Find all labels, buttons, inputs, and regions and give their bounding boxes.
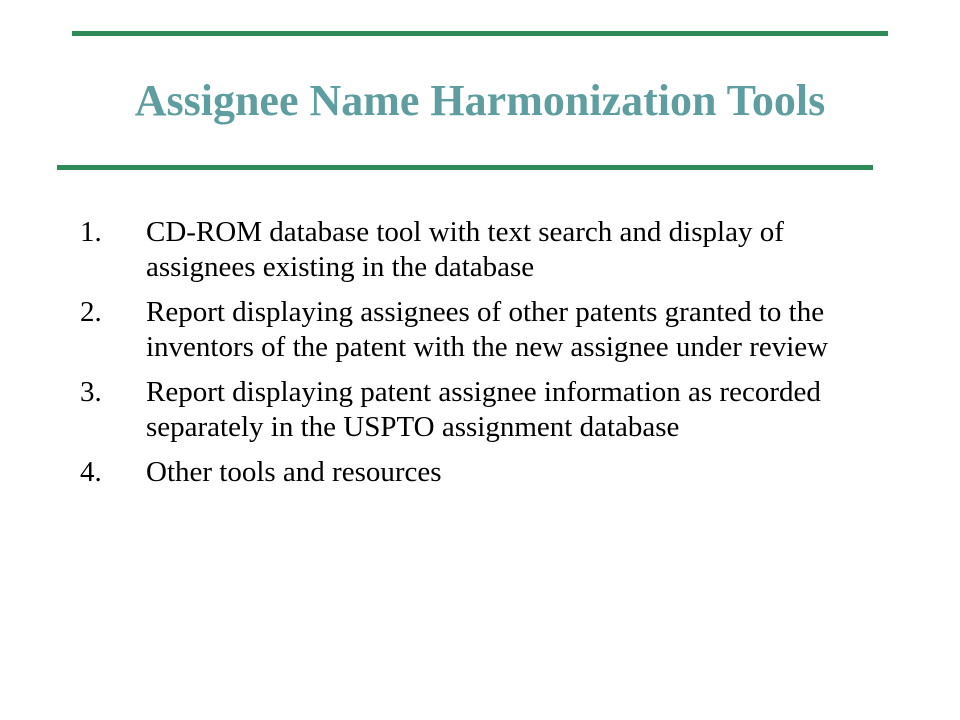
list-item bbox=[80, 375, 900, 445]
list-item-number: 3. bbox=[80, 376, 102, 408]
list-item bbox=[80, 455, 900, 490]
title-bottom-rule bbox=[57, 165, 873, 170]
slide-title: Assignee Name Harmonization Tools bbox=[134, 76, 826, 125]
list-item-text: CD-ROM database tool with text search and display of assignees existing in the database bbox=[146, 216, 784, 283]
title-top-rule bbox=[72, 31, 888, 36]
list-item-number: 1. bbox=[80, 216, 102, 248]
list-item-number: 2. bbox=[80, 296, 102, 328]
list-item-text: Report displaying assignees of other patents granted to the inventors of the patent with the new assignee under review bbox=[146, 296, 829, 363]
list-item bbox=[80, 295, 900, 365]
list-item-number: 4. bbox=[80, 456, 102, 488]
list-item-text: Report displaying patent assignee information as recorded separately in the USPTO assignment database bbox=[146, 376, 821, 443]
tools-list bbox=[80, 215, 900, 500]
list-item-text: Other tools and resources bbox=[146, 456, 442, 488]
list-item bbox=[80, 215, 900, 285]
